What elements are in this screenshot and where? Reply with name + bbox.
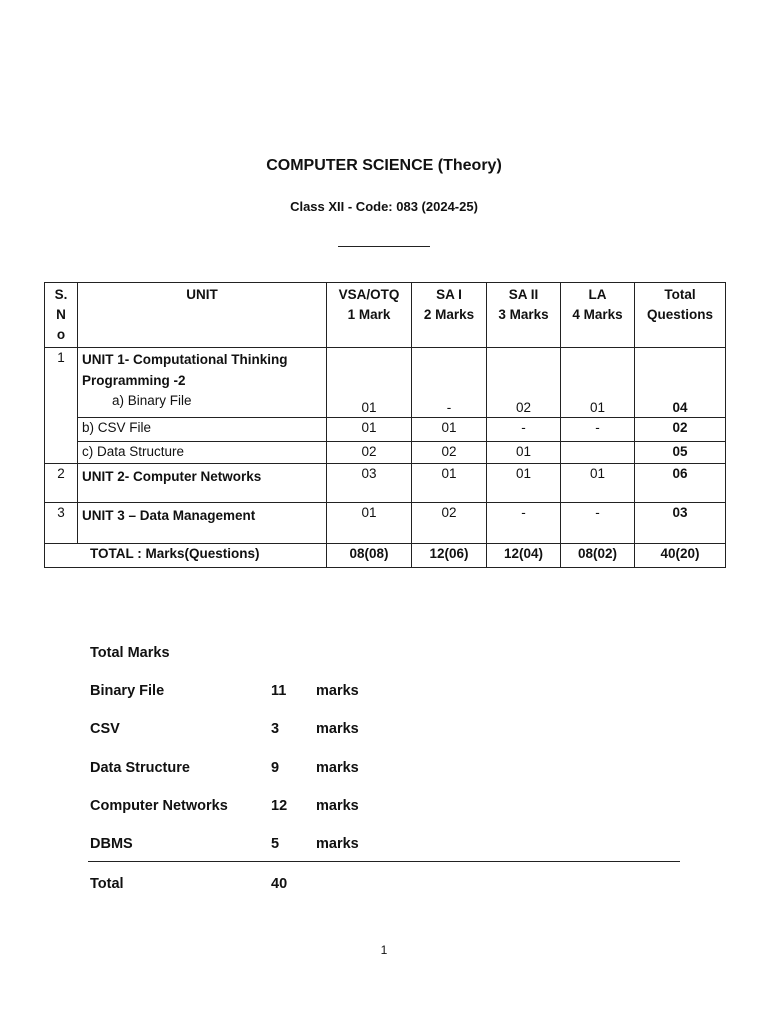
unit2-sno: 2 — [45, 464, 78, 503]
summary-unit: marks — [316, 798, 359, 814]
unit1-a-sa2: 02 — [487, 348, 561, 418]
summary-unit: marks — [316, 760, 359, 776]
header-sno: S. N o — [45, 283, 78, 348]
summary-total-value: 40 — [271, 876, 288, 892]
totals-sa2: 12(04) — [487, 544, 561, 568]
document-subtitle: Class XII - Code: 083 (2024-25) — [290, 199, 478, 214]
summary-unit: marks — [316, 683, 359, 699]
table-row-unit2 — [45, 464, 726, 503]
unit1-sno: 1 — [45, 348, 78, 464]
summary-value: 3 — [271, 721, 280, 737]
summary-value: 11 — [271, 683, 287, 699]
unit1-c-vsa: 02 — [327, 442, 412, 464]
summary-row-computer-networks — [90, 798, 680, 818]
unit1-row-c-label: c) Data Structure — [78, 442, 327, 464]
unit3-sno: 3 — [45, 503, 78, 544]
unit3-title: UNIT 3 – Data Management — [78, 503, 327, 544]
unit1-c-la — [561, 442, 635, 464]
unit2-sa1: 01 — [412, 464, 487, 503]
unit1-b-total: 02 — [635, 418, 726, 442]
summary-divider — [88, 861, 680, 862]
unit1-b-sa2: - — [487, 418, 561, 442]
unit1-a-la: 01 — [561, 348, 635, 418]
unit3-sa2: - — [487, 503, 561, 544]
summary-label: CSV — [90, 721, 120, 737]
table-row-unit1-b — [45, 418, 726, 442]
unit2-la: 01 — [561, 464, 635, 503]
unit1-c-sa1: 02 — [412, 442, 487, 464]
totals-sa1: 12(06) — [412, 544, 487, 568]
unit1-a-total: 04 — [635, 348, 726, 418]
header-la: LA 4 Marks — [561, 283, 635, 348]
unit1-c-sa2: 01 — [487, 442, 561, 464]
unit1-b-vsa: 01 — [327, 418, 412, 442]
summary-row-total — [90, 876, 680, 896]
summary-label: Computer Networks — [90, 798, 228, 814]
table-row-unit1-c — [45, 442, 726, 464]
summary-value: 5 — [271, 836, 280, 852]
header-unit: UNIT — [78, 283, 327, 348]
summary-total-label: Total — [90, 876, 124, 892]
summary-label: DBMS — [90, 836, 133, 852]
unit1-a-vsa: 01 — [327, 348, 412, 418]
table-row-unit3 — [45, 503, 726, 544]
unit1-b-la: - — [561, 418, 635, 442]
page-number: 1 — [380, 943, 388, 957]
summary-unit: marks — [316, 721, 359, 737]
unit2-title: UNIT 2- Computer Networks — [78, 464, 327, 503]
totals-label: TOTAL : Marks(Questions) — [45, 544, 327, 568]
summary-heading: Total Marks — [90, 645, 170, 661]
summary-label: Data Structure — [90, 760, 190, 776]
unit3-vsa: 01 — [327, 503, 412, 544]
table-row-unit1 — [45, 348, 726, 418]
title-underline — [338, 246, 430, 247]
summary-row-binary-file — [90, 683, 680, 703]
unit3-sa1: 02 — [412, 503, 487, 544]
unit1-b-sa1: 01 — [412, 418, 487, 442]
header-sa1: SA I 2 Marks — [412, 283, 487, 348]
unit2-sa2: 01 — [487, 464, 561, 503]
unit2-vsa: 03 — [327, 464, 412, 503]
unit3-total: 03 — [635, 503, 726, 544]
header-total: Total Questions — [635, 283, 726, 348]
summary-value: 9 — [271, 760, 280, 776]
summary-value: 12 — [271, 798, 288, 814]
table-row-totals — [45, 544, 726, 568]
summary-row-data-structure — [90, 760, 680, 780]
summary-row-dbms — [90, 836, 680, 856]
totals-la: 08(02) — [561, 544, 635, 568]
summary-row-csv — [90, 721, 680, 741]
totals-vsa: 08(08) — [327, 544, 412, 568]
totals-total: 40(20) — [635, 544, 726, 568]
unit1-title: UNIT 1- Computational Thinking Programming -2 — [82, 352, 288, 388]
document-title: COMPUTER SCIENCE (Theory) — [266, 157, 502, 174]
unit1-row-b-label: b) CSV File — [78, 418, 327, 442]
unit2-total: 06 — [635, 464, 726, 503]
summary-label: Binary File — [90, 683, 165, 699]
marks-distribution-table — [44, 282, 726, 568]
summary-unit: marks — [316, 836, 359, 852]
unit1-a-sa1: - — [412, 348, 487, 418]
unit1-row-a-label: a) Binary File — [112, 393, 192, 408]
unit1-c-total: 05 — [635, 442, 726, 464]
unit1-cell — [78, 348, 327, 418]
table-header-row — [45, 283, 726, 348]
header-vsa: VSA/OTQ 1 Mark — [327, 283, 412, 348]
unit3-la: - — [561, 503, 635, 544]
header-sa2: SA II 3 Marks — [487, 283, 561, 348]
